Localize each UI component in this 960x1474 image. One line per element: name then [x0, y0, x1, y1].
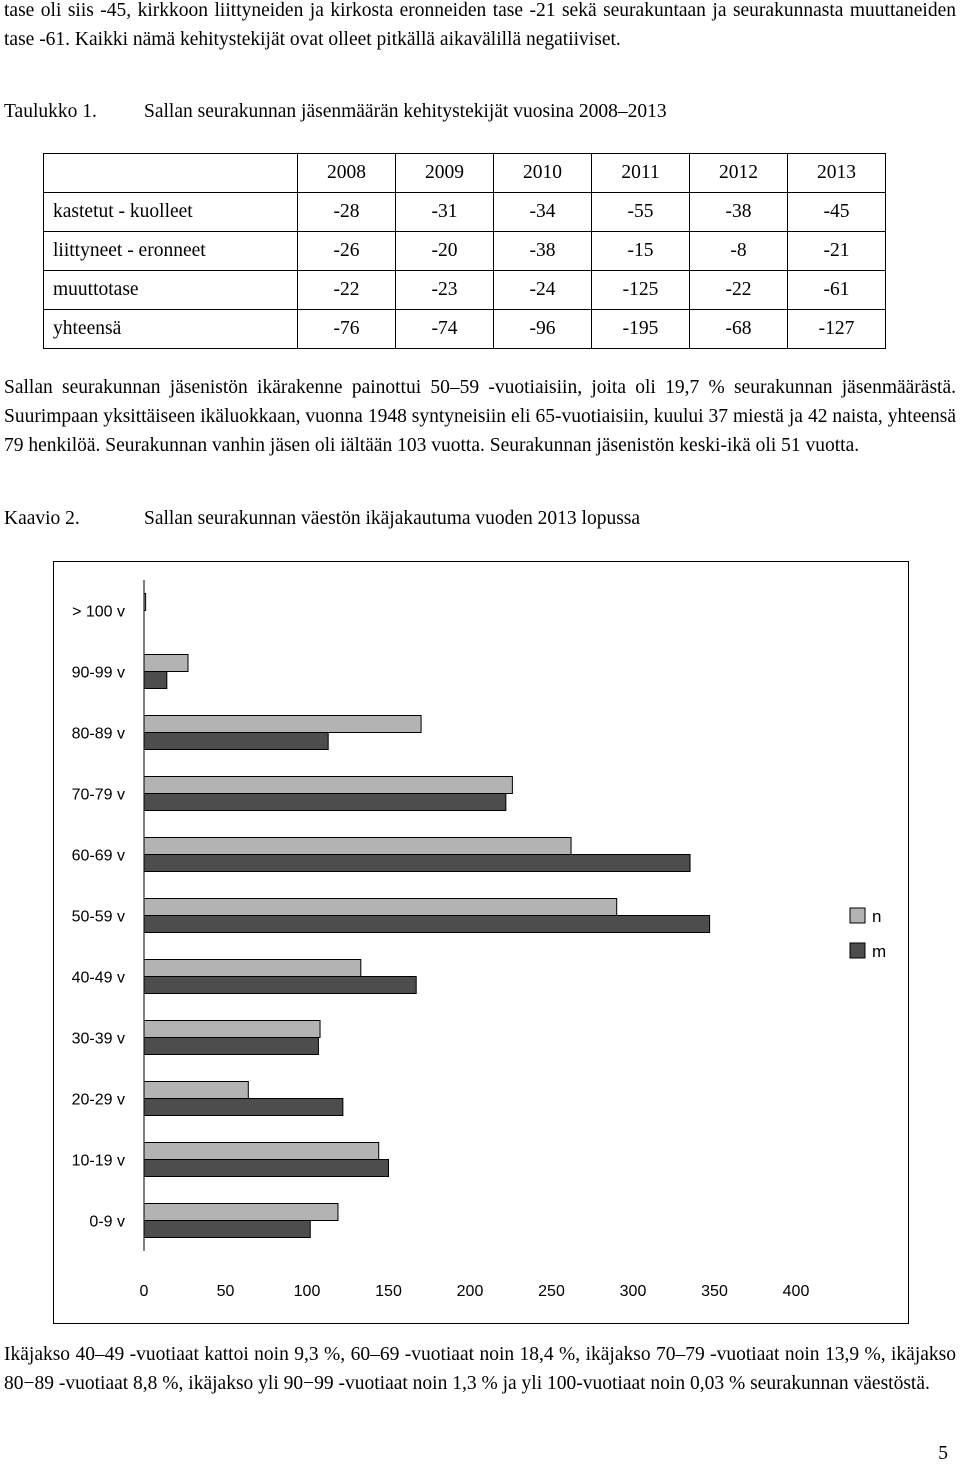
bar-n-6 — [144, 960, 361, 977]
bar-m-9 — [144, 1160, 389, 1177]
intro-paragraph: tase oli siis -45, kirkkoon liittyneiden ja kirkosta eronneiden tase -21 sekä seurakuntaan ja seurakunnasta muuttaneiden tase -61. Kaikki nämä kehitystekijät ovat olleet pitkällä aikavälillä negatiiviset. — [4, 0, 956, 50]
year-header: 2008 — [298, 154, 396, 193]
table-cell: -45 — [788, 193, 886, 232]
x-tick-label: 50 — [216, 1283, 235, 1300]
table-cell: -15 — [592, 232, 690, 271]
table-cell: -22 — [298, 271, 396, 310]
category-label: 50-59 v — [71, 908, 125, 926]
table-cell: -61 — [788, 271, 886, 310]
category-label: 70-79 v — [71, 786, 125, 804]
legend-swatch-m — [850, 943, 865, 958]
x-tick-label: 400 — [782, 1283, 810, 1300]
development-factors-table — [43, 153, 886, 349]
table-cell: -125 — [592, 271, 690, 310]
legend-label-n: n — [872, 907, 882, 926]
bar-m-1 — [144, 672, 167, 689]
table-cell: -127 — [788, 310, 886, 349]
table-cell: -21 — [788, 232, 886, 271]
category-label: 80-89 v — [71, 725, 125, 743]
table-cell: -26 — [298, 232, 396, 271]
bar-m-8 — [144, 1099, 343, 1116]
category-label: 40-49 v — [71, 969, 125, 987]
age-share-paragraph: Ikäjakso 40–49 -vuotiaat kattoi noin 9,3 %, 60–69 -vuotiaat noin 18,4 %, ikäjakso 70–79 -vuotiaat noin 13,9 %, ikäjakso 80−89 -vuotiaat 8,8 %, ikäjakso yli 90−99 -vuotiaat noin 1,3 % ja yli 100-vuotiaat noin 0,03 % seurakunnan väestöstä. — [4, 1344, 956, 1394]
table-cell: -28 — [298, 193, 396, 232]
x-tick-label: 100 — [293, 1283, 321, 1300]
bar-n-7 — [144, 1021, 320, 1038]
bar-m-6 — [144, 977, 416, 994]
legend-swatch-n — [850, 908, 865, 923]
bar-m-10 — [144, 1221, 310, 1238]
x-tick-label: 0 — [139, 1283, 149, 1300]
bar-n-10 — [144, 1204, 338, 1221]
category-label: 0-9 v — [89, 1213, 125, 1231]
bar-n-4 — [144, 838, 571, 855]
page-number: 5 — [938, 1443, 948, 1464]
table-cell: -74 — [396, 310, 494, 349]
bar-n-0 — [144, 594, 146, 611]
table-corner-cell — [44, 154, 298, 193]
bar-m-7 — [144, 1038, 318, 1055]
table-cell: -24 — [494, 271, 592, 310]
year-header: 2010 — [494, 154, 592, 193]
year-header: 2012 — [690, 154, 788, 193]
table-cell: -23 — [396, 271, 494, 310]
x-tick-label: 250 — [538, 1283, 565, 1300]
table-cell: -31 — [396, 193, 494, 232]
category-label: 60-69 v — [71, 847, 125, 865]
table-caption-label: Taulukko 1. — [4, 101, 97, 122]
table-header-row — [44, 154, 886, 193]
category-label: 10-19 v — [71, 1152, 125, 1170]
table-cell: -22 — [690, 271, 788, 310]
bar-m-2 — [144, 733, 328, 750]
x-tick-label: 350 — [701, 1283, 728, 1300]
table-row — [44, 193, 886, 232]
year-header: 2009 — [396, 154, 494, 193]
table-cell: -34 — [494, 193, 592, 232]
age-structure-paragraph: Sallan seurakunnan jäsenistön ikärakenne painottui 50–59 -vuotiaisiin, joita oli 19,7 % seurakunnan jäsenmäärästä. Suurimpaan yksittäiseen ikäluokkaan, vuonna 1948 syntyneisiin eli 65-vuotiaisiin, kuului 37 miestä ja 42 naista, yhteensä 79 henkilöä. Seurakunnan vanhin jäsen oli iältään 103 vuotta. Seurakunnan jäsenistön keski-ikä oli 51 vuotta. — [4, 377, 956, 456]
category-label: 20-29 v — [71, 1091, 125, 1109]
legend-label-m: m — [872, 942, 887, 961]
x-tick-label: 150 — [375, 1283, 402, 1300]
bar-n-3 — [144, 777, 512, 794]
year-header: 2011 — [592, 154, 690, 193]
bar-n-5 — [144, 899, 617, 916]
category-label: > 100 v — [72, 603, 125, 621]
category-label: 90-99 v — [71, 664, 125, 682]
table-cell: -20 — [396, 232, 494, 271]
bar-n-8 — [144, 1082, 248, 1099]
bar-n-2 — [144, 716, 421, 733]
table-cell: -96 — [494, 310, 592, 349]
table-cell: -195 — [592, 310, 690, 349]
bar-m-4 — [144, 855, 690, 872]
row-label: yhteensä — [44, 310, 298, 349]
chart-caption-text: Sallan seurakunnan väestön ikäjakautuma vuoden 2013 lopussa — [144, 508, 641, 529]
year-header: 2013 — [788, 154, 886, 193]
chart-caption-label: Kaavio 2. — [4, 508, 80, 529]
category-label: 30-39 v — [71, 1030, 125, 1048]
bar-n-9 — [144, 1143, 379, 1160]
table-row — [44, 232, 886, 271]
table-cell: -76 — [298, 310, 396, 349]
age-distribution-chart — [53, 561, 909, 1324]
table-row — [44, 310, 886, 349]
table-cell: -38 — [494, 232, 592, 271]
table-cell: -68 — [690, 310, 788, 349]
row-label: muuttotase — [44, 271, 298, 310]
bar-m-5 — [144, 916, 710, 933]
bar-m-3 — [144, 794, 506, 811]
x-tick-label: 200 — [456, 1283, 484, 1300]
table-cell: -38 — [690, 193, 788, 232]
table-cell: -55 — [592, 193, 690, 232]
row-label: liittyneet - eronneet — [44, 232, 298, 271]
table-row — [44, 271, 886, 310]
table-cell: -8 — [690, 232, 788, 271]
row-label: kastetut - kuolleet — [44, 193, 298, 232]
x-tick-label: 300 — [619, 1283, 647, 1300]
bar-n-1 — [144, 655, 188, 672]
table-caption-text: Sallan seurakunnan jäsenmäärän kehitystekijät vuosina 2008–2013 — [144, 101, 667, 122]
